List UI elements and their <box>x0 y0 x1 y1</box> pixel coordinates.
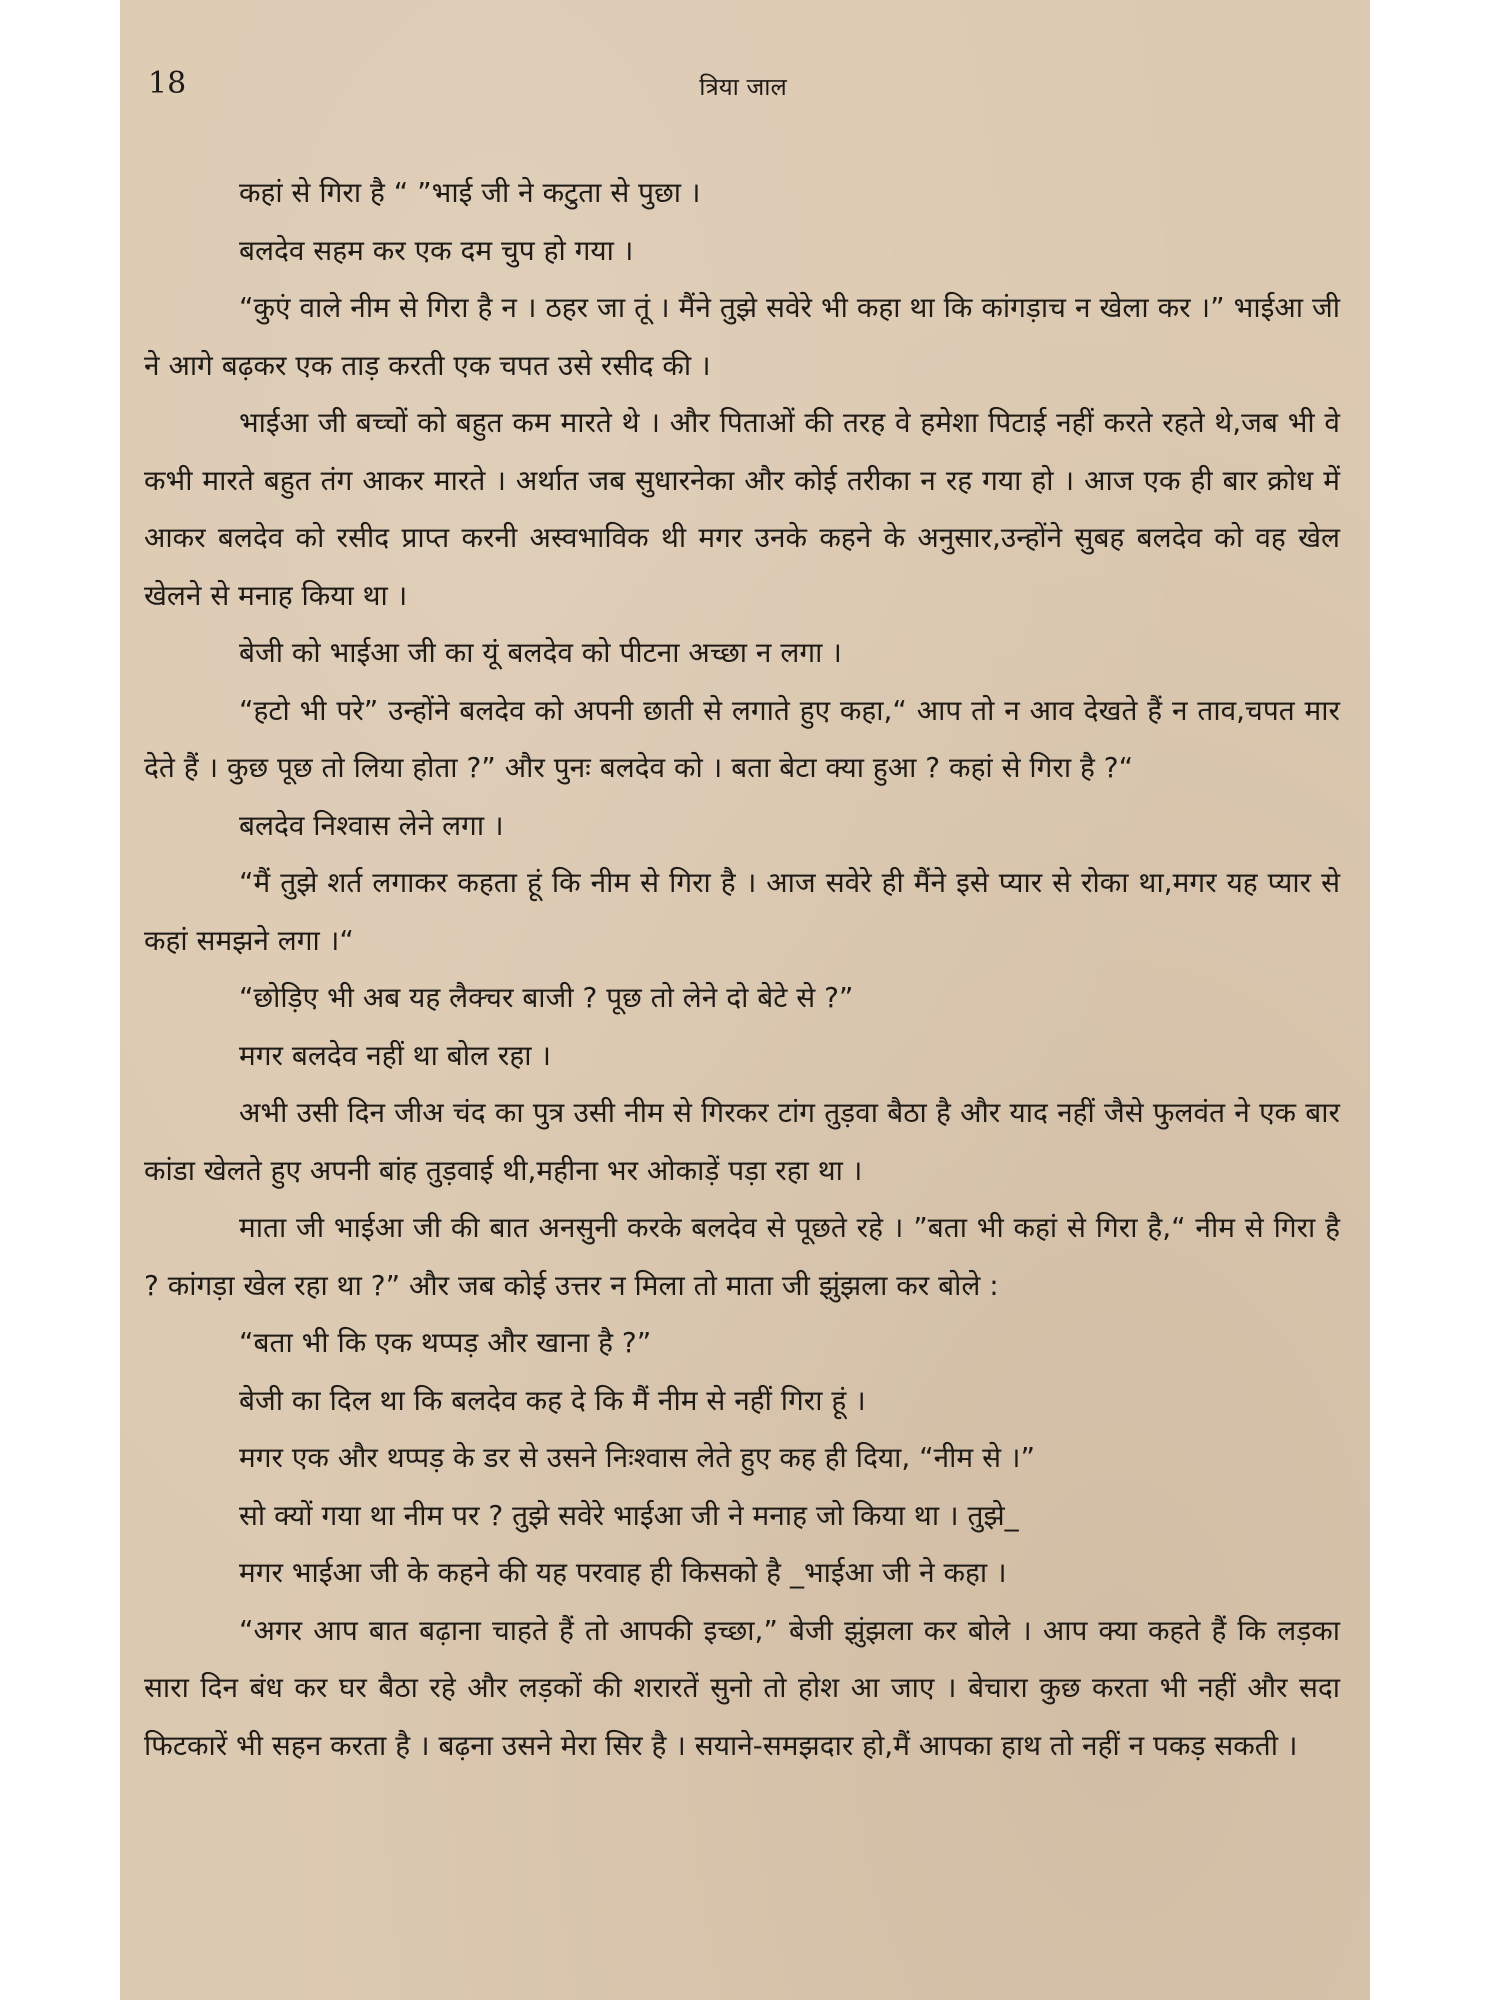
body-text <box>144 164 1340 1774</box>
paragraph: “अगर आप बात बढ़ाना चाहते हैं तो आपकी इच्छा,” बेजी झुंझला कर बोले । आप क्या कहते हैं कि लड़का सारा दिन बंध कर घर बैठा रहे और लड़कों की शरारतें सुनो तो होश आ जाए । बेचारा कुछ करता भी नहीं और सदा फिटकारें भी सहन करता है । बढ़ना उसने मेरा सिर है । सयाने-समझदार हो,मैं आपका हाथ तो नहीं न पकड़ सकती । <box>144 1613 1340 1762</box>
paragraph: “बता भी कि एक थप्पड़ और खाना है ?” <box>239 1326 652 1359</box>
running-title: त्रिया जाल <box>699 73 787 101</box>
page-number: 18 <box>148 66 187 101</box>
paragraph: “हटो भी परे” उन्होंने बलदेव को अपनी छाती से लगाते हुए कहा,“ आप तो न आव देखते हैं न ताव,चपत मार देते हैं । कुछ पूछ तो लिया होता ?” और पुनः बलदेव को । बता बेटा क्या हुआ ? कहां से गिरा है ?“ <box>144 693 1340 784</box>
page-header <box>148 66 1338 106</box>
paragraph: बेजी का दिल था कि बलदेव कह दे कि मैं नीम से नहीं गिरा हूं । <box>239 1383 866 1417</box>
paragraph: मगर भाईआ जी के कहने की यह परवाह ही किसको है _भाईआ जी ने कहा । <box>239 1556 1007 1589</box>
paragraph: “छोड़िए भी अब यह लैक्चर बाजी ? पूछ तो लेने दो बेटे से ?” <box>239 981 854 1014</box>
paragraph: अभी उसी दिन जीअ चंद का पुत्र उसी नीम से गिरकर टांग तुड़वा बैठा है और याद नहीं जैसे फुलवंत ने एक बार कांडा खेलते हुए अपनी बांह तुड़वाई थी,महीना भर ओकाड़ें पड़ा रहा था । <box>144 1096 1340 1187</box>
paragraph: “कुएं वाले नीम से गिरा है न । ठहर जा तूं । मैंने तुझे सवेरे भी कहा था कि कांगड़ाच न खेला कर ।” भाईआ जी ने आगे बढ़कर एक ताड़ करती एक चपत उसे रसीद की । <box>144 291 1340 382</box>
paragraph: “मैं तुझे शर्त लगाकर कहता हूं कि नीम से गिरा है । आज सवेरे ही मैंने इसे प्यार से रोका था,मगर यह प्यार से कहां समझने लगा ।“ <box>144 866 1340 957</box>
paragraph: मगर बलदेव नहीं था बोल रहा । <box>239 1038 551 1072</box>
book-page <box>120 0 1370 2000</box>
paragraph: कहां से गिरा है “ ”भाई जी ने कटुता से पुछा । <box>239 176 701 209</box>
paragraph: बलदेव सहम कर एक दम चुप हो गया । <box>239 233 634 267</box>
paragraph: बलदेव निश्वास लेने लगा । <box>239 808 504 842</box>
paragraph: बेजी को भाईआ जी का यूं बलदेव को पीटना अच्छा न लगा । <box>239 636 842 669</box>
paragraph: सो क्यों गया था नीम पर ? तुझे सवेरे भाईआ जी ने मनाह जो किया था । तुझे_ <box>239 1498 1019 1532</box>
paragraph: मगर एक और थप्पड़ के डर से उसने निःश्वास लेते हुए कह ही दिया, “नीम से ।” <box>239 1441 1036 1474</box>
paragraph: माता जी भाईआ जी की बात अनसुनी करके बलदेव से पूछते रहे । ”बता भी कहां से गिरा है,“ नीम से गिरा है ? कांगड़ा खेल रहा था ?” और जब कोई उत्तर न मिला तो माता जी झुंझला कर बोले : <box>144 1211 1340 1302</box>
paragraph: भाईआ जी बच्चों को बहुत कम मारते थे । और पिताओं की तरह वे हमेशा पिटाई नहीं करते रहते थे,जब भी वे कभी मारते बहुत तंग आकर मारते । अर्थात जब सुधारनेका और कोई तरीका न रह गया हो । आज एक ही बार क्रोध में आकर बलदेव को रसीद प्राप्त करनी अस्वभाविक थी मगर उनके कहने के अनुसार,उन्होंने सुबह बलदेव को वह खेल खेलने से मनाह किया था । <box>144 406 1340 612</box>
